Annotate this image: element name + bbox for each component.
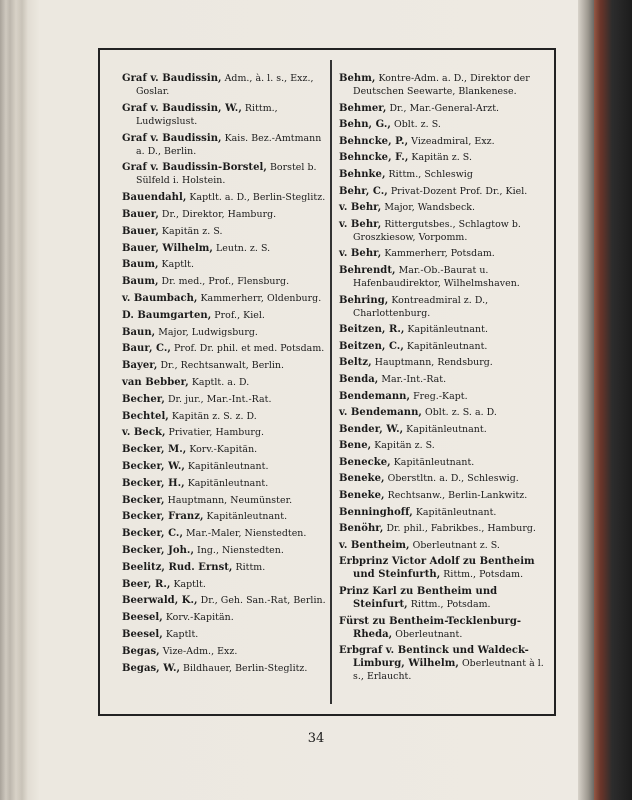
directory-entry: [122, 225, 328, 238]
entry-description: Prof., Kiel.: [214, 309, 265, 321]
left-column: [122, 72, 328, 678]
entry-name: Behrendt,: [339, 264, 396, 276]
entry-description: Freg.-Kapt.: [413, 390, 468, 402]
entry-description: Privatier, Hamburg.: [168, 427, 265, 439]
entry-name: Beer, R.,: [122, 578, 171, 590]
entry-name: v. Bentheim,: [339, 539, 410, 551]
entry-description: Bildhauer, Berlin-Steglitz.: [183, 662, 308, 674]
entry-name: Bauer, Wilhelm,: [122, 242, 213, 254]
entry-description: Oberstltn. a. D., Schleswig.: [387, 473, 519, 485]
directory-entry: [339, 406, 547, 419]
directory-entry: [339, 506, 547, 519]
directory-entry: [339, 555, 547, 581]
entry-name: Becker, H.,: [122, 477, 185, 489]
entry-description: Kapitän z. S. z. D.: [171, 410, 257, 422]
directory-entry: [339, 472, 547, 485]
entry-name: Baum,: [122, 276, 159, 288]
entry-description: Kapitän z. S.: [374, 440, 435, 452]
directory-entry: [339, 72, 547, 98]
entry-description: Korv.-Kapitän.: [189, 444, 258, 456]
entry-name: Becker, Franz,: [122, 511, 204, 523]
entry-name: van Bebber,: [122, 376, 189, 388]
entry-name: Bendemann,: [339, 390, 411, 402]
entry-name: Beesel,: [122, 612, 163, 624]
entry-name: v. Behr,: [339, 218, 382, 230]
directory-entry: [339, 373, 547, 386]
entry-name: Bene,: [339, 440, 372, 452]
entry-name: Baum,: [122, 259, 159, 271]
entry-description: Kapitänleutnant.: [393, 456, 475, 468]
directory-entry: [339, 390, 547, 403]
entry-description: Dr., Geh. San.-Rat, Berlin.: [200, 595, 326, 607]
directory-entry: [339, 585, 547, 611]
entry-description: Kapitänleutnant.: [415, 506, 497, 518]
entry-name: Erbprinz Victor Adolf zu Bentheim und Steinfurth,: [339, 556, 535, 581]
directory-entry: [339, 118, 547, 131]
entry-description: Kaptlt.: [165, 628, 199, 640]
entry-name: Benninghoff,: [339, 506, 413, 518]
entry-name: Becker, C.,: [122, 528, 183, 540]
entry-name: Behr, C.,: [339, 185, 388, 197]
entry-description: Hauptmann, Neumünster.: [167, 494, 293, 506]
directory-entry: [122, 460, 328, 473]
entry-name: Becker,: [122, 494, 165, 506]
directory-entry: [339, 323, 547, 336]
entry-description: Mar.-Maler, Nienstedten.: [186, 528, 307, 540]
entry-name: Graf v. Baudissin-Borstel,: [122, 162, 267, 174]
entry-description: Rittm.: [235, 561, 266, 573]
directory-entry: [122, 242, 328, 255]
entry-description: Mar.-Int.-Rat.: [381, 373, 447, 385]
entry-description: Hauptmann, Rendsburg.: [374, 357, 493, 369]
entry-name: Behring,: [339, 294, 389, 306]
directory-entry: [122, 426, 328, 439]
directory-entry: [339, 168, 547, 181]
directory-entry: [122, 494, 328, 507]
entry-name: Benöhr,: [339, 523, 384, 535]
entry-description: Rittm., Potsdam.: [410, 599, 491, 611]
entry-name: v. Beck,: [122, 427, 166, 439]
directory-entry: [339, 218, 547, 244]
directory-entry: [339, 201, 547, 214]
entry-description: Kaptlt. a. D., Berlin-Steglitz.: [189, 192, 326, 204]
directory-entry: [122, 309, 328, 322]
directory-entry: [122, 628, 328, 641]
directory-entry: [122, 326, 328, 339]
entry-name: Erbgraf v. Bentinck und Waldeck-Limburg, Wilhelm,: [339, 645, 529, 670]
entry-name: Fürst zu Bentheim-Tecklenburg-Rheda,: [339, 615, 522, 640]
entry-description: Major, Ludwigsburg.: [158, 326, 258, 338]
directory-entry: [122, 594, 328, 607]
entry-name: Becher,: [122, 393, 165, 405]
directory-entry: [122, 561, 328, 574]
entry-name: Benecke,: [339, 456, 391, 468]
entry-name: Begas, W.,: [122, 662, 181, 674]
entry-name: v. Bendemann,: [339, 407, 422, 419]
entry-description: Kontreadmiral z. D., Charlottenburg.: [353, 294, 489, 319]
directory-entry: [122, 292, 328, 305]
entry-description: Kapitänleutnant.: [206, 511, 288, 523]
entry-name: Becker, M.,: [122, 444, 187, 456]
entry-description: Kapitänleutnant.: [407, 324, 488, 336]
entry-description: Mar.-Ob.-Baurat u. Hafenbaudirektor, Wilhelmshaven.: [353, 264, 520, 289]
entry-name: Becker, Joh.,: [122, 544, 194, 556]
entry-name: Beitzen, R.,: [339, 324, 405, 336]
directory-entry: [339, 615, 547, 641]
entry-description: Kammerherr, Potsdam.: [384, 248, 495, 260]
directory-entry: [122, 510, 328, 523]
directory-entry: [122, 544, 328, 557]
directory-entry: [122, 191, 328, 204]
directory-entry: [339, 151, 547, 164]
directory-entry: [122, 393, 328, 406]
entry-description: Kapitänleutnant.: [406, 340, 488, 352]
right-column: [339, 72, 547, 687]
entry-description: Prof. Dr. phil. et med. Potsdam.: [173, 343, 325, 355]
entry-description: Kapitänleutnant.: [187, 460, 269, 472]
entry-description: Ing., Nienstedten.: [197, 544, 284, 556]
entry-description: Oblt. z. S. a. D.: [424, 407, 497, 419]
entry-description: Korv.-Kapitän.: [165, 612, 234, 624]
entry-description: Major, Wandsbeck.: [384, 202, 476, 214]
directory-entry: [339, 294, 547, 320]
directory-entry: [122, 342, 328, 355]
entry-name: v. Behr,: [339, 248, 382, 260]
directory-entry: [339, 456, 547, 469]
entry-name: Beelitz, Rud. Ernst,: [122, 561, 233, 573]
entry-description: Rechtsanw., Berlin-Lankwitz.: [387, 490, 528, 502]
entry-description: Kais. Bez.-Amtmann a. D., Berlin.: [136, 132, 322, 157]
directory-entry: [339, 423, 547, 436]
entry-description: Borstel b. Sülfeld i. Holstein.: [136, 162, 317, 187]
entry-name: Beesel,: [122, 628, 163, 640]
entry-description: Kaptlt. a. D.: [191, 376, 250, 388]
entry-description: Kaptlt.: [173, 578, 206, 590]
entry-name: Beneke,: [339, 490, 385, 502]
entry-name: Bechtel,: [122, 410, 169, 422]
entry-description: Privat-Dozent Prof. Dr., Kiel.: [390, 185, 528, 197]
directory-entry: [339, 264, 547, 290]
entry-description: Oberleutnant z. S.: [412, 539, 500, 551]
entry-description: Rittm., Schleswig: [388, 168, 473, 180]
entry-name: Behncke, F.,: [339, 152, 409, 164]
entry-name: Beitzen, C.,: [339, 340, 404, 352]
directory-entry: [122, 359, 328, 372]
directory-entry: [122, 161, 328, 187]
entry-description: Kontre-Adm. a. D., Direktor der Deutschen Seewarte, Blankenese.: [353, 73, 530, 97]
entry-name: Beneke,: [339, 473, 385, 485]
entry-name: Behmer,: [339, 102, 387, 114]
directory-entry: [122, 208, 328, 221]
directory-entry: [339, 489, 547, 502]
column-divider: [330, 60, 332, 704]
entry-description: Kapitänleutnant.: [406, 423, 487, 435]
entry-name: Behn, G.,: [339, 119, 391, 131]
entry-name: Beltz,: [339, 357, 372, 369]
entry-name: Bauer,: [122, 208, 159, 220]
entry-description: Dr., Direktor, Hamburg.: [161, 208, 277, 220]
directory-entry: [122, 662, 328, 675]
entry-name: Bauer,: [122, 225, 159, 237]
entry-description: Oberleutnant.: [395, 628, 463, 640]
entry-name: Graf v. Baudissin,: [122, 73, 222, 84]
entry-description: Dr., Rechtsanwalt, Berlin.: [160, 360, 285, 372]
entry-name: Graf v. Baudissin, W.,: [122, 102, 242, 114]
entry-name: Benda,: [339, 373, 379, 385]
entry-description: Kammerherr, Oldenburg.: [200, 292, 322, 304]
directory-entry: [339, 247, 547, 260]
page-number: 34: [307, 731, 325, 746]
directory-entry: [339, 439, 547, 452]
directory-entry: [339, 356, 547, 369]
entry-name: Begas,: [122, 645, 160, 657]
entry-description: Leutn. z. S.: [216, 242, 271, 254]
entry-description: Oberleutnant à l. s., Erlaucht.: [353, 658, 544, 683]
entry-name: Behm,: [339, 73, 376, 84]
directory-entry: [122, 258, 328, 271]
entry-description: Vizeadmiral, Exz.: [411, 135, 495, 147]
directory-entry: [339, 539, 547, 552]
entry-description: Oblt. z. S.: [393, 119, 441, 131]
entry-description: Dr., Mar.-General-Arzt.: [389, 102, 500, 114]
entry-description: Rittergutsbes., Schlagtow b. Groszkiesow, Vorpomm.: [353, 218, 521, 243]
directory-entry: [122, 275, 328, 288]
directory-entry: [122, 611, 328, 624]
directory-entry: [122, 102, 328, 128]
book-edge: [594, 0, 632, 800]
entry-description: Kapitänleutnant.: [187, 477, 269, 489]
directory-entry: [339, 135, 547, 148]
entry-description: Dr. med., Prof., Flensburg.: [161, 276, 290, 288]
entry-name: Behnke,: [339, 168, 386, 180]
entry-description: Kapitän z. S.: [161, 225, 223, 237]
entry-name: Beerwald, K.,: [122, 595, 198, 607]
directory-entry: [122, 477, 328, 490]
entry-name: Bender, W.,: [339, 423, 404, 435]
entry-description: Rittm., Potsdam.: [443, 569, 524, 581]
entry-description: Dr. jur., Mar.-Int.-Rat.: [167, 393, 272, 405]
entry-name: v. Baumbach,: [122, 292, 198, 304]
entry-description: Kaptlt.: [161, 259, 195, 271]
entry-name: Behncke, P.,: [339, 135, 409, 147]
entry-description: Rittm., Ludwigslust.: [136, 102, 278, 127]
entry-name: Baur, C.,: [122, 343, 171, 355]
directory-entry: [339, 102, 547, 115]
directory-entry: [122, 132, 328, 158]
entry-name: Graf v. Baudissin,: [122, 132, 222, 144]
directory-entry: [122, 72, 328, 98]
entry-name: Baun,: [122, 326, 156, 338]
entry-name: D. Baumgarten,: [122, 309, 212, 321]
directory-entry: [339, 644, 547, 683]
entry-description: Adm., à. l. s., Exz., Goslar.: [136, 73, 314, 97]
directory-entry: [339, 340, 547, 353]
entry-name: Bayer,: [122, 360, 158, 372]
entry-description: Kapitän z. S.: [411, 152, 472, 164]
entry-name: v. Behr,: [339, 202, 382, 214]
entry-description: Dr. phil., Fabrikbes., Hamburg.: [386, 523, 536, 535]
directory-entry: [122, 410, 328, 423]
directory-entry: [122, 645, 328, 658]
entry-name: Bauendahl,: [122, 192, 187, 204]
directory-entry: [339, 185, 547, 198]
directory-entry: [122, 527, 328, 540]
entry-name: Becker, W.,: [122, 460, 185, 472]
directory-entry: [122, 376, 328, 389]
directory-entry: [122, 578, 328, 591]
directory-entry: [339, 522, 547, 535]
entry-description: Vize-Adm., Exz.: [162, 645, 238, 657]
directory-entry: [122, 443, 328, 456]
entry-name: Prinz Karl zu Bentheim und Steinfurt,: [339, 586, 498, 611]
